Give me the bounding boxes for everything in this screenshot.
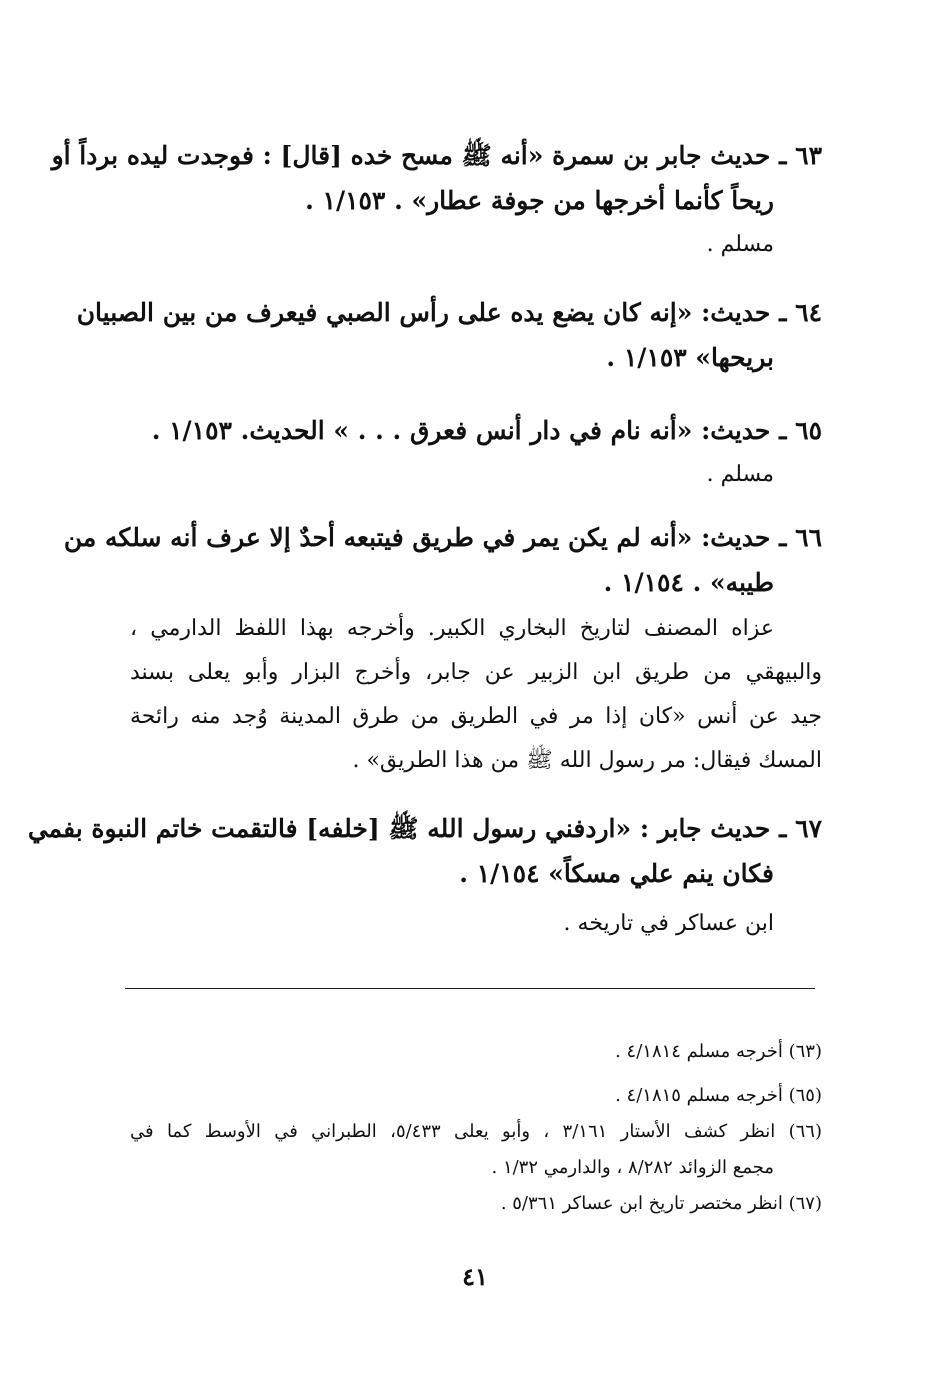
- entry-text: حديث: «إنه كان يضع يده على رأس الصبي فيعرف من بين الصبيان: [76, 298, 771, 327]
- entry-text: حديث: «أنه نام في دار أنس فعرق . . . » الحديث. ١/١٥٣ .: [151, 416, 771, 445]
- footnote-66-continued: مجمع الزوائد ٨/٢٨٢ ، والدارمي ١/٣٢ .: [491, 1157, 774, 1178]
- hadith-entry-66: [63, 515, 822, 783]
- entry-number: ٦٦ ـ: [779, 523, 822, 552]
- commentary-line: جيد عن أنس «كان إذا مر في الطريق من طرق المدينة وُجد منه رائحة: [130, 704, 822, 729]
- commentary-line: والبيهقي من طريق ابن الزبير عن جابر، وأخرج البزار وأبو يعلى بسند: [130, 660, 822, 685]
- page-number: ٤١: [462, 1262, 488, 1291]
- footnote-63: (٦٣) أخرجه مسلم ٤/١٨١٤ .: [615, 1041, 822, 1062]
- source-note: مسلم .: [706, 232, 774, 257]
- footnotes: [130, 1034, 822, 1222]
- entry-line: [51, 133, 822, 178]
- commentary: [130, 607, 822, 783]
- commentary-line: عزاه المصنف لتاريخ البخاري الكبير. وأخرجه بهذا اللفظ الدارمي ،: [130, 616, 774, 641]
- entry-line: ريحاً كأنما أخرجها من جوفة عطار» . ١/١٥٣ .: [305, 186, 774, 215]
- entry-line: بريحها» ١/١٥٣ .: [606, 343, 774, 372]
- entry-text: حديث جابر بن سمرة «أنه ﷺ مسح خده [قال] : فوجدت ليده برداً أو: [51, 141, 771, 170]
- source-note: ابن عساكر في تاريخه .: [563, 911, 774, 936]
- entry-text: حديث: «أنه لم يكن يمر في طريق فيتبعه أحدٌ إلا عرف أنه سلكه من: [63, 523, 771, 552]
- hadith-entry-65: [130, 408, 822, 497]
- hadith-entry-63: [51, 133, 822, 267]
- entry-line: [76, 290, 822, 335]
- entry-text: حديث جابر : «اردفني رسول الله ﷺ [خلفه] فالتقمت خاتم النبوة بفمي: [27, 814, 771, 843]
- footnote-67: (٦٧) انظر مختصر تاريخ ابن عساكر ٥/٣٦١ .: [500, 1193, 822, 1214]
- footnote-65: (٦٥) أخرجه مسلم ٤/١٨١٥ .: [615, 1085, 822, 1106]
- entry-line: [130, 408, 822, 453]
- hadith-entry-64: [76, 290, 822, 380]
- commentary-line: المسك فيقال: مر رسول الله ﷺ من هذا الطريق» .: [352, 748, 822, 773]
- entry-number: ٦٤ ـ: [779, 298, 822, 327]
- footnote-divider: [125, 988, 815, 989]
- entry-number: ٦٧ ـ: [779, 814, 822, 843]
- entry-number: ٦٣ ـ: [779, 141, 822, 170]
- source-note: مسلم .: [706, 462, 774, 487]
- entry-line: طيبه» . ١/١٥٤ .: [603, 568, 774, 597]
- entry-line: [27, 806, 822, 851]
- hadith-entry-67: [27, 806, 822, 946]
- entry-line: [63, 515, 822, 560]
- footnote-66: (٦٦) انظر كشف الأستار ٣/١٦١ ، وأبو يعلى ٥/٤٣٣، الطبراني في الأوسط كما في: [130, 1121, 822, 1142]
- entry-number: ٦٥ ـ: [779, 416, 822, 445]
- entry-line: فكان ينم علي مسكاً» ١/١٥٤ .: [459, 859, 774, 888]
